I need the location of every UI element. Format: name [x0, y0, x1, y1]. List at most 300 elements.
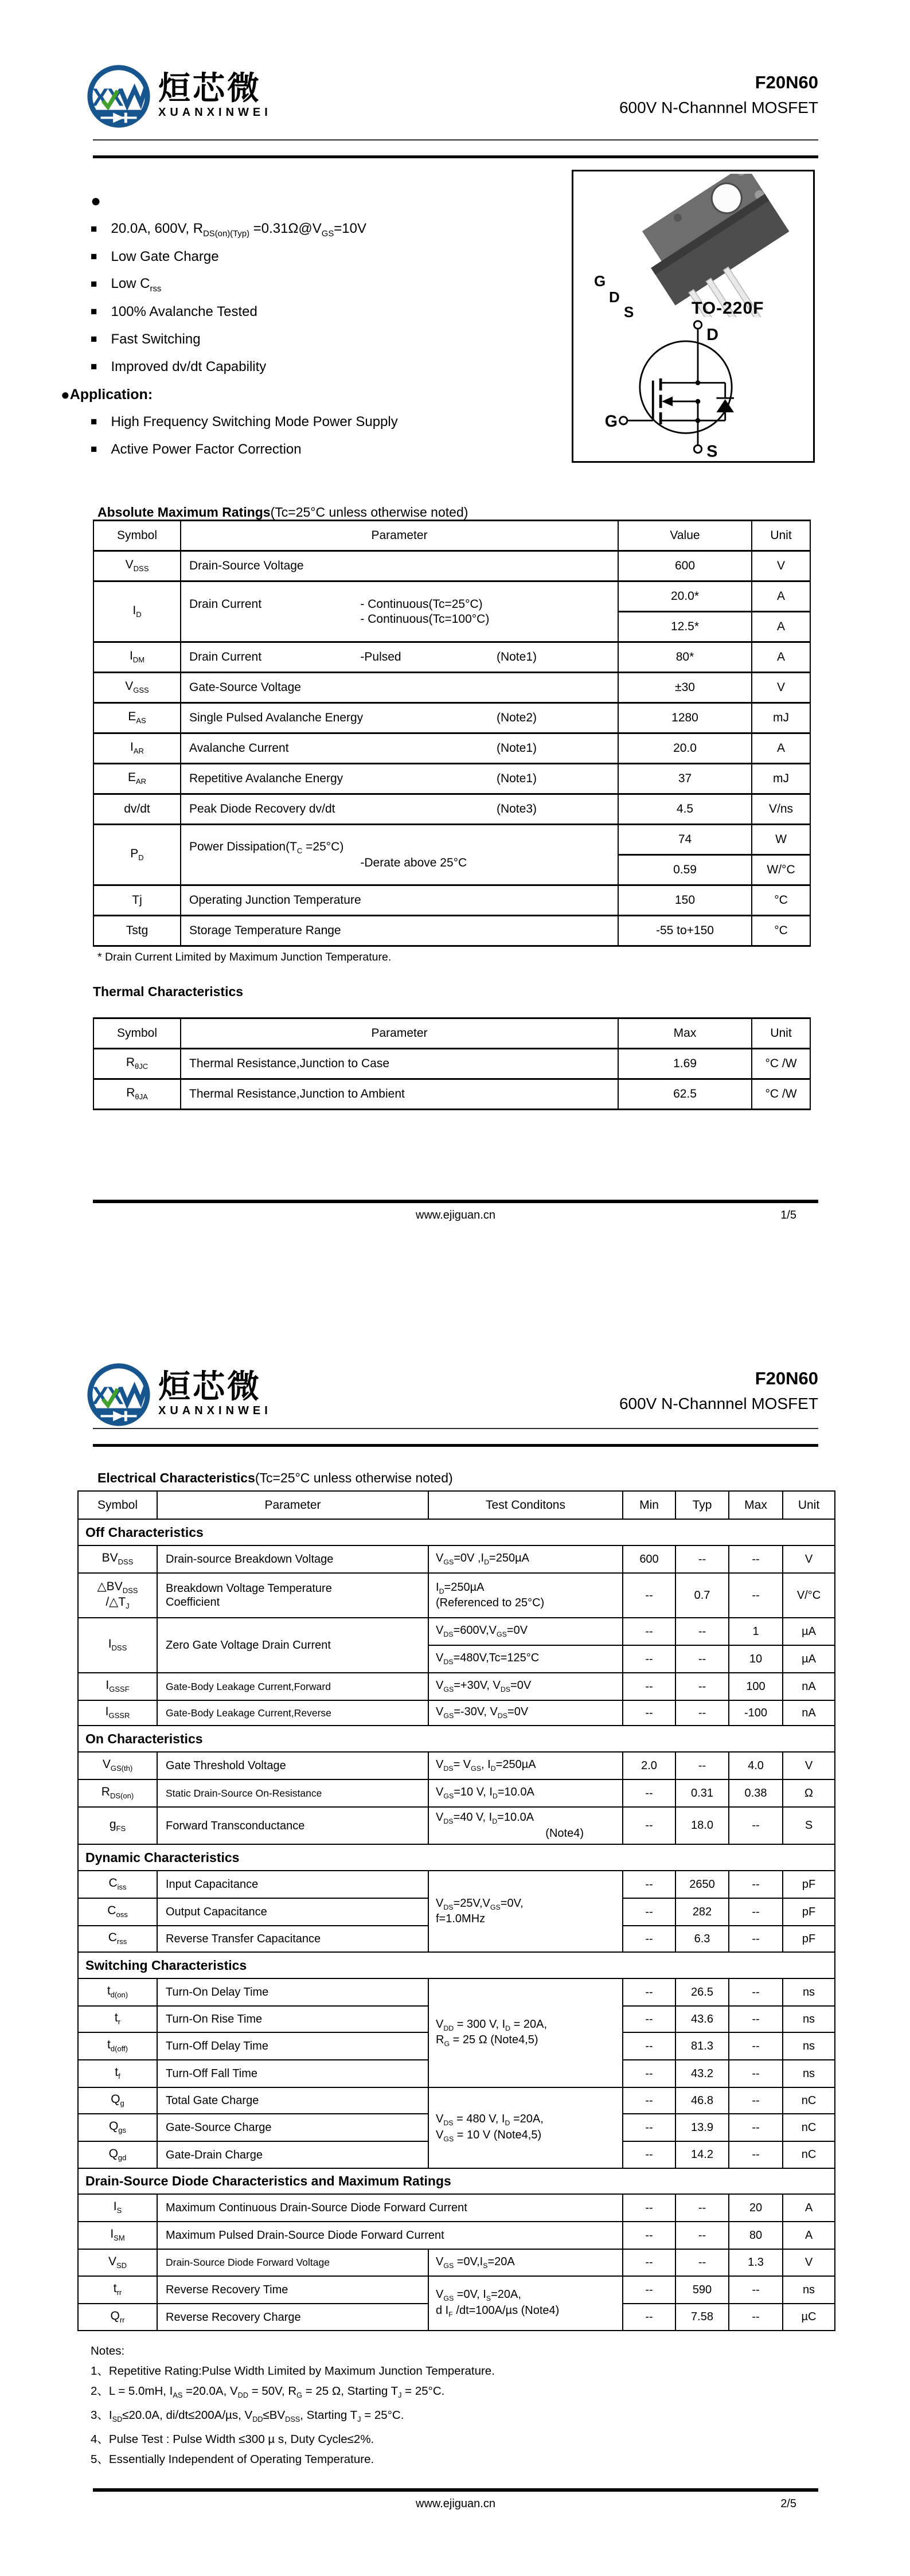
- table-cell: --: [675, 1752, 729, 1779]
- table-cell: V: [752, 673, 810, 703]
- feature-text: 20.0A, 600V, $R_{DS(on)(Typ)}$ $=0.31\Omega@V_{GS}=10V$: [111, 220, 366, 239]
- table-cell: A: [752, 581, 810, 612]
- table-cell: $V_{DS}= V_{GS}$, $I_D=250\mu A$: [428, 1752, 623, 1779]
- header-rule-thick: [93, 1444, 818, 1447]
- table-cell: Power $Dissipation(T_C =25^\circ C)$ -Derate above 25°C: [181, 825, 618, 885]
- table-cell: 81.3: [675, 2032, 729, 2060]
- table-cell: Maximum Pulsed Drain-Source Diode Forward Current: [157, 2222, 623, 2249]
- table-cell: 20: [729, 2194, 783, 2222]
- table-cell: --: [623, 2060, 675, 2087]
- table-cell: $I_D$: [93, 581, 181, 642]
- table-row: [78, 1871, 835, 1898]
- table-cell: dv/dt: [93, 794, 181, 825]
- table-cell: µA: [783, 1618, 835, 1645]
- table-cell: --: [729, 1573, 783, 1618]
- table-cell: 26.5: [675, 1978, 729, 2006]
- table-cell: $V_{DS}=25V,V_{GS}=0V$, f=1.0MHz: [428, 1871, 623, 1952]
- square-bullet-icon: ■: [91, 278, 97, 290]
- logo-icon: [85, 62, 153, 131]
- table-cell: --: [675, 1700, 729, 1726]
- table-cell: --: [675, 1618, 729, 1645]
- table-cell: $BV_{DSS}$: [78, 1545, 157, 1573]
- pin-label-source: S: [624, 303, 634, 321]
- notes-label: Notes:: [91, 2344, 125, 2358]
- table-cell: Thermal Resistance,Junction to Ambient: [181, 1079, 618, 1110]
- table-cell: 80*: [618, 642, 752, 673]
- table-cell: --: [729, 2141, 783, 2168]
- table-cell: $V_{GS}=10$ V, $I_D=10.0A$: [428, 1779, 623, 1807]
- feature-item: [91, 243, 567, 271]
- header-rule-thin: [93, 1428, 818, 1429]
- table-cell: $E_{AS}$: [93, 703, 181, 733]
- table-cell: Reverse Recovery Charge: [157, 2304, 428, 2331]
- section-row: [78, 1952, 835, 1978]
- table-row: [78, 2249, 835, 2276]
- table-row: [93, 673, 810, 703]
- table-cell: 150: [618, 885, 752, 916]
- package-name: TO-220F: [692, 299, 764, 318]
- table-row: [78, 2087, 835, 2114]
- table-cell: A: [783, 2194, 835, 2222]
- table-cell: Drain Current - Continuous(Tc=25°C) - Continuous(Tc=100°C): [181, 581, 618, 642]
- table-cell: 20.0*: [618, 581, 752, 612]
- table-cell: Drain-Source Diode Forward Voltage: [157, 2249, 428, 2276]
- table-cell: 1: [729, 1618, 783, 1645]
- table-cell: --: [675, 2249, 729, 2276]
- table-cell: $P_D$: [93, 825, 181, 885]
- footer-rule: [93, 1200, 818, 1203]
- table-cell: --: [623, 1807, 675, 1844]
- table-cell: --: [623, 1645, 675, 1673]
- table-cell: Peak Diode Recovery dv/dt (Note3): [181, 794, 618, 825]
- table-cell: Total Gate Charge: [157, 2087, 428, 2114]
- table-row: [93, 764, 810, 794]
- table-cell: °C: [752, 885, 810, 916]
- table-cell: $t_f$: [78, 2060, 157, 2087]
- table-cell: ns: [783, 2032, 835, 2060]
- table-cell: $I_{DSS}$: [78, 1618, 157, 1673]
- table-cell: 74: [618, 825, 752, 855]
- table-cell: Output Capacitance: [157, 1898, 428, 1926]
- section-header-cell: Off Characteristics: [78, 1519, 835, 1545]
- table-cell: $t_{d(off)}$: [78, 2032, 157, 2060]
- table-cell: 20.0: [618, 733, 752, 764]
- table-row: [78, 1700, 835, 1726]
- square-bullet-icon: ■: [91, 306, 97, 318]
- table-cell: --: [623, 2249, 675, 2276]
- table-cell: 62.5: [618, 1079, 752, 1110]
- section-row: [78, 2168, 835, 2194]
- table-cell: 46.8: [675, 2087, 729, 2114]
- table-cell: ns: [783, 2006, 835, 2032]
- table-row: [93, 825, 810, 855]
- table-cell: Drain-Source Voltage: [181, 551, 618, 581]
- table-cell: --: [623, 2141, 675, 2168]
- table-cell: $V_{GS}=+30V$, $V_{DS}=0V$: [428, 1673, 623, 1700]
- page-number: 1/5: [780, 1209, 796, 1221]
- square-bullet-icon: ■: [91, 223, 97, 235]
- table-cell: $t_r$: [78, 2006, 157, 2032]
- round-bullet-icon: ●: [61, 385, 70, 403]
- table-cell: 7.58: [675, 2304, 729, 2331]
- table-cell: °C /W: [752, 1079, 810, 1110]
- table-cell: V: [783, 2249, 835, 2276]
- table-cell: Min: [623, 1491, 675, 1519]
- section-header-cell: On Characteristics: [78, 1726, 835, 1752]
- table-cell: --: [623, 1618, 675, 1645]
- page1-footer: [93, 1200, 818, 1222]
- footer-rule: [93, 2488, 818, 2492]
- header-rule-thin: [93, 139, 818, 140]
- feature-text: Low $C_{rss}$: [111, 275, 162, 294]
- table-cell: 1.69: [618, 1049, 752, 1079]
- table-cell: $E_{AR}$: [93, 764, 181, 794]
- table-cell: $Q_g$: [78, 2087, 157, 2114]
- table-row: [93, 703, 810, 733]
- table-cell: $Q_{gd}$: [78, 2141, 157, 2168]
- table-row: [93, 581, 810, 612]
- electrical-title: Electrical Characteristics(Tc=25°C unless otherwise noted): [97, 1470, 453, 1485]
- table-cell: 0.31: [675, 1779, 729, 1807]
- table-cell: $V_{DD} = 300$ V, $I_D = 20A$, $R_G = 25$ Ω (Note4,5): [428, 1978, 623, 2087]
- feature-text: 100% Avalanche Tested: [111, 304, 257, 319]
- table-cell: nC: [783, 2141, 835, 2168]
- svg-text:XX: XX: [92, 84, 122, 112]
- table-cell: 100: [729, 1673, 783, 1700]
- table-cell: $V_{DSS}$: [93, 551, 181, 581]
- table-cell: $V_{DS}=480V,Tc=125^\circ C$: [428, 1645, 623, 1673]
- table-cell: --: [623, 2114, 675, 2141]
- thermal-characteristics-table: [93, 1017, 811, 1110]
- table-cell: W/°C: [752, 855, 810, 885]
- brand-name-en: XUANXINWEI: [158, 1404, 272, 1417]
- table-cell: pF: [783, 1871, 835, 1898]
- table-row: [93, 733, 810, 764]
- pin-label-drain: D: [609, 288, 620, 306]
- table-cell: --: [729, 1898, 783, 1926]
- table-row: [93, 794, 810, 825]
- table-row: [93, 885, 810, 916]
- table-cell: Forward Transconductance: [157, 1807, 428, 1844]
- header-row: [78, 1491, 835, 1519]
- table-cell: Reverse Transfer Capacitance: [157, 1926, 428, 1952]
- table-cell: V/ns: [752, 794, 810, 825]
- table-cell: 14.2: [675, 2141, 729, 2168]
- table-cell: $R_{\theta JC}$: [93, 1049, 181, 1079]
- table-cell: --: [623, 1898, 675, 1926]
- table-cell: 43.2: [675, 2060, 729, 2087]
- part-subtitle: 600V N-Channnel MOSFET: [619, 99, 818, 116]
- feature-text: High Frequency Switching Mode Power Supply: [111, 414, 398, 430]
- table-cell: nC: [783, 2114, 835, 2141]
- table-cell: $C_{iss}$: [78, 1871, 157, 1898]
- header-row: [93, 1018, 810, 1049]
- table-cell: Unit: [752, 1018, 810, 1049]
- table-cell: Max: [729, 1491, 783, 1519]
- table-cell: Turn-Off Delay Time: [157, 2032, 428, 2060]
- table-cell: --: [623, 1926, 675, 1952]
- table-cell: A: [752, 612, 810, 642]
- table-cell: $I_{SM}$: [78, 2222, 157, 2249]
- table-cell: $V_{GSS}$: [93, 673, 181, 703]
- table-cell: Repetitive Avalanche Energy (Note1): [181, 764, 618, 794]
- table-cell: --: [623, 1700, 675, 1726]
- table-cell: Value: [618, 521, 752, 551]
- table-row: [78, 1618, 835, 1645]
- table-cell: $I_D=250\mu A$ (Referenced to 25°C): [428, 1573, 623, 1618]
- table-cell: 282: [675, 1898, 729, 1926]
- table-cell: -100: [729, 1700, 783, 1726]
- table-cell: 13.9: [675, 2114, 729, 2141]
- table-cell: A: [752, 642, 810, 673]
- table-cell: --: [729, 2006, 783, 2032]
- table-cell: Maximum Continuous Drain-Source Diode Forward Current: [157, 2194, 623, 2222]
- table-cell: Breakdown Voltage Temperature Coefficient: [157, 1573, 428, 1618]
- table-cell: $V_{GS} =0V$, $I_S=20A$, d $I_F$ /dt=100A/µs (Note4): [428, 2276, 623, 2331]
- table-cell: Drain Current -Pulsed (Note1): [181, 642, 618, 673]
- table-cell: 600: [623, 1545, 675, 1573]
- section-header-cell: Switching Characteristics: [78, 1952, 835, 1978]
- footer-website: www.ejiguan.cn: [416, 1209, 495, 1221]
- absolute-maximum-ratings-table: [93, 520, 811, 947]
- notes-block: [91, 2341, 495, 2469]
- table-cell: mJ: [752, 703, 810, 733]
- table-cell: Input Capacitance: [157, 1871, 428, 1898]
- svg-text:XX: XX: [92, 1382, 122, 1410]
- table-cell: Gate Threshold Voltage: [157, 1752, 428, 1779]
- table-row: [78, 2222, 835, 2249]
- table-cell: Avalanche Current (Note1): [181, 733, 618, 764]
- table-row: [93, 1049, 810, 1079]
- table-cell: $V_{GS}=-30V$, $V_{DS}=0V$: [428, 1700, 623, 1726]
- table-cell: Turn-Off Fall Time: [157, 2060, 428, 2087]
- table-cell: Tj: [93, 885, 181, 916]
- thermal-title: Thermal Characteristics: [93, 984, 244, 999]
- table-cell: --: [675, 1673, 729, 1700]
- table-cell: $I_{DM}$: [93, 642, 181, 673]
- features-list: [61, 187, 567, 463]
- table-cell: $g_{FS}$: [78, 1807, 157, 1844]
- feature-item: [91, 216, 567, 243]
- table-cell: A: [752, 733, 810, 764]
- table-cell: pF: [783, 1898, 835, 1926]
- table-cell: $I_{AR}$: [93, 733, 181, 764]
- table-cell: $\triangle BV_{DSS}$ $/\triangle T_J$: [78, 1573, 157, 1618]
- header-row: [93, 521, 810, 551]
- brand-name-cn: 烜芯微: [158, 70, 261, 106]
- table-cell: 18.0: [675, 1807, 729, 1844]
- table-cell: ns: [783, 1978, 835, 2006]
- table-cell: 12.5*: [618, 612, 752, 642]
- table-cell: --: [623, 2222, 675, 2249]
- table-cell: Gate-Source Voltage: [181, 673, 618, 703]
- table-cell: Parameter: [181, 1018, 618, 1049]
- table-cell: --: [623, 1871, 675, 1898]
- table-cell: --: [729, 2304, 783, 2331]
- table-row: [78, 2194, 835, 2222]
- table-row: [78, 1978, 835, 2006]
- table-cell: --: [729, 1926, 783, 1952]
- page2-footer: [93, 2488, 818, 2511]
- table-cell: ns: [783, 2060, 835, 2087]
- section-row: [78, 1519, 835, 1545]
- table-cell: --: [623, 2304, 675, 2331]
- table-row: [93, 1079, 810, 1110]
- section-header-cell: Drain-Source Diode Characteristics and Maximum Ratings: [78, 2168, 835, 2194]
- table-cell: --: [623, 2087, 675, 2114]
- note-item: 1、Repetitive Rating:Pulse Width Limited by Maximum Junction Temperature.: [91, 2364, 495, 2378]
- table-cell: Gate-Drain Charge: [157, 2141, 428, 2168]
- section-row: [78, 1726, 835, 1752]
- table-cell: --: [623, 1978, 675, 2006]
- feature-text: Low Gate Charge: [111, 249, 219, 264]
- mosfet-symbol-icon: [600, 317, 772, 460]
- table-cell: 43.6: [675, 2006, 729, 2032]
- feature-text: Fast Switching: [111, 331, 201, 347]
- table-cell: --: [729, 1871, 783, 1898]
- table-cell: --: [623, 2276, 675, 2304]
- note-item: 3、$I_{SD}\le 20.0A$, di/dt≤200A/µs, $V_{DD}\le BV_{DSS}$, Starting $T_J = 25^\circ C$.: [91, 2409, 404, 2424]
- square-bullet-icon: ■: [91, 251, 97, 263]
- table-cell: 4.0: [729, 1752, 783, 1779]
- square-bullet-icon: ■: [91, 333, 97, 345]
- table-cell: --: [729, 2114, 783, 2141]
- table-cell: V: [783, 1545, 835, 1573]
- note-item: 5、Essentially Independent of Operating Temperature.: [91, 2453, 374, 2466]
- table-cell: Symbol: [93, 521, 181, 551]
- table-cell: Max: [618, 1018, 752, 1049]
- table-cell: --: [675, 1545, 729, 1573]
- table-cell: Zero Gate Voltage Drain Current: [157, 1618, 428, 1673]
- table-cell: Reverse Recovery Time: [157, 2276, 428, 2304]
- company-logo: [85, 1360, 272, 1429]
- mosfet-source-label: S: [706, 442, 718, 460]
- logo-icon: [85, 1360, 153, 1429]
- table-cell: Tstg: [93, 916, 181, 946]
- table-cell: 10: [729, 1645, 783, 1673]
- table-cell: Storage Temperature Range: [181, 916, 618, 946]
- table-cell: --: [675, 1645, 729, 1673]
- table-cell: ±30: [618, 673, 752, 703]
- table-row: [78, 1545, 835, 1573]
- electrical-characteristics-table: [77, 1490, 835, 2331]
- table-cell: 590: [675, 2276, 729, 2304]
- application-item: [91, 408, 567, 436]
- feature-item: [91, 353, 567, 381]
- table-cell: 1.3: [729, 2249, 783, 2276]
- table-cell: Test Conditons: [428, 1491, 623, 1519]
- table-cell: nC: [783, 2087, 835, 2114]
- table-cell: A: [783, 2222, 835, 2249]
- table-cell: --: [729, 1545, 783, 1573]
- table-row: [93, 642, 810, 673]
- table-cell: $V_{GS} =0V,I_S=20A$: [428, 2249, 623, 2276]
- table-cell: --: [675, 2222, 729, 2249]
- table-cell: --: [623, 2006, 675, 2032]
- mosfet-gate-label: G: [604, 412, 618, 431]
- table-cell: 2650: [675, 1871, 729, 1898]
- table-cell: Drain-source Breakdown Voltage: [157, 1545, 428, 1573]
- table-cell: $t_{d(on)}$: [78, 1978, 157, 2006]
- footer-website: www.ejiguan.cn: [416, 2497, 495, 2510]
- features-bullet: ●: [91, 192, 101, 210]
- part-number: F20N60: [755, 72, 818, 92]
- brand-name-cn: 烜芯微: [158, 1368, 261, 1404]
- table-cell: V: [783, 1752, 835, 1779]
- table-cell: Symbol: [78, 1491, 157, 1519]
- part-number: F20N60: [755, 1368, 818, 1388]
- table-cell: --: [729, 1807, 783, 1844]
- note-item: 4、Pulse Test : Pulse Width ≤300 µ s, Duty Cycle≤2%.: [91, 2433, 374, 2446]
- table-cell: pF: [783, 1926, 835, 1952]
- table-cell: $I_{GSSF}$: [78, 1673, 157, 1700]
- table-cell: $R_{\theta JA}$: [93, 1079, 181, 1110]
- table-cell: --: [623, 1673, 675, 1700]
- table-row: [78, 1807, 835, 1844]
- application-label: ● Application:: [61, 385, 153, 403]
- feature-item: [91, 271, 567, 298]
- table-row: [78, 1752, 835, 1779]
- table-cell: $I_S$: [78, 2194, 157, 2222]
- pin-label-gate: G: [594, 272, 606, 290]
- table-cell: 80: [729, 2222, 783, 2249]
- table-cell: $I_{GSSR}$: [78, 1700, 157, 1726]
- table-cell: $V_{SD}$: [78, 2249, 157, 2276]
- table-cell: S: [783, 1807, 835, 1844]
- table-cell: nA: [783, 1673, 835, 1700]
- table-cell: V/°C: [783, 1573, 835, 1618]
- table-cell: mJ: [752, 764, 810, 794]
- table-cell: Symbol: [93, 1018, 181, 1049]
- mosfet-drain-label: D: [706, 326, 718, 345]
- feature-text: Active Power Factor Correction: [111, 442, 302, 457]
- table-cell: Unit: [752, 521, 810, 551]
- table-cell: --: [623, 1779, 675, 1807]
- table-cell: 0.59: [618, 855, 752, 885]
- abs-max-footnote: * Drain Current Limited by Maximum Junction Temperature.: [97, 951, 392, 963]
- table-cell: Typ: [675, 1491, 729, 1519]
- table-cell: Gate-Source Charge: [157, 2114, 428, 2141]
- table-row: [78, 1779, 835, 1807]
- table-cell: -55 to+150: [618, 916, 752, 946]
- header-rule-thick: [93, 155, 818, 158]
- part-subtitle: 600V N-Channnel MOSFET: [619, 1395, 818, 1412]
- table-cell: Thermal Resistance,Junction to Case: [181, 1049, 618, 1079]
- table-cell: --: [675, 2194, 729, 2222]
- table-cell: $t_{rr}$: [78, 2276, 157, 2304]
- table-cell: Ω: [783, 1779, 835, 1807]
- table-cell: 4.5: [618, 794, 752, 825]
- table-cell: µA: [783, 1645, 835, 1673]
- table-cell: $V_{DS}=600V,V_{GS}=0V$: [428, 1618, 623, 1645]
- note-item: 2、L = 5.0mH, $I_{AS} =20.0A$, $V_{DD} = 50V$, $R_G = 25$ Ω, Starting $T_J = 25^\circ C$.: [91, 2384, 445, 2400]
- table-cell: Turn-On Delay Time: [157, 1978, 428, 2006]
- abs-max-title: Absolute Maximum Ratings(Tc=25°C unless otherwise noted): [97, 505, 468, 520]
- table-cell: $V_{DS} = 480$ V, $I_D =20A$, $V_{GS} = 10$ V (Note4,5): [428, 2087, 623, 2168]
- square-bullet-icon: ■: [91, 443, 97, 455]
- section-row: [78, 1844, 835, 1871]
- table-cell: 6.3: [675, 1926, 729, 1952]
- table-cell: --: [729, 2276, 783, 2304]
- table-row: [93, 551, 810, 581]
- table-cell: °C: [752, 916, 810, 946]
- table-cell: 0.38: [729, 1779, 783, 1807]
- table-cell: --: [729, 1978, 783, 2006]
- table-cell: Gate-Body Leakage Current,Reverse: [157, 1700, 428, 1726]
- feature-item: [91, 326, 567, 353]
- table-cell: --: [729, 2060, 783, 2087]
- table-cell: $V_{GS}=0V$ $,I_D=250\mu A$: [428, 1545, 623, 1573]
